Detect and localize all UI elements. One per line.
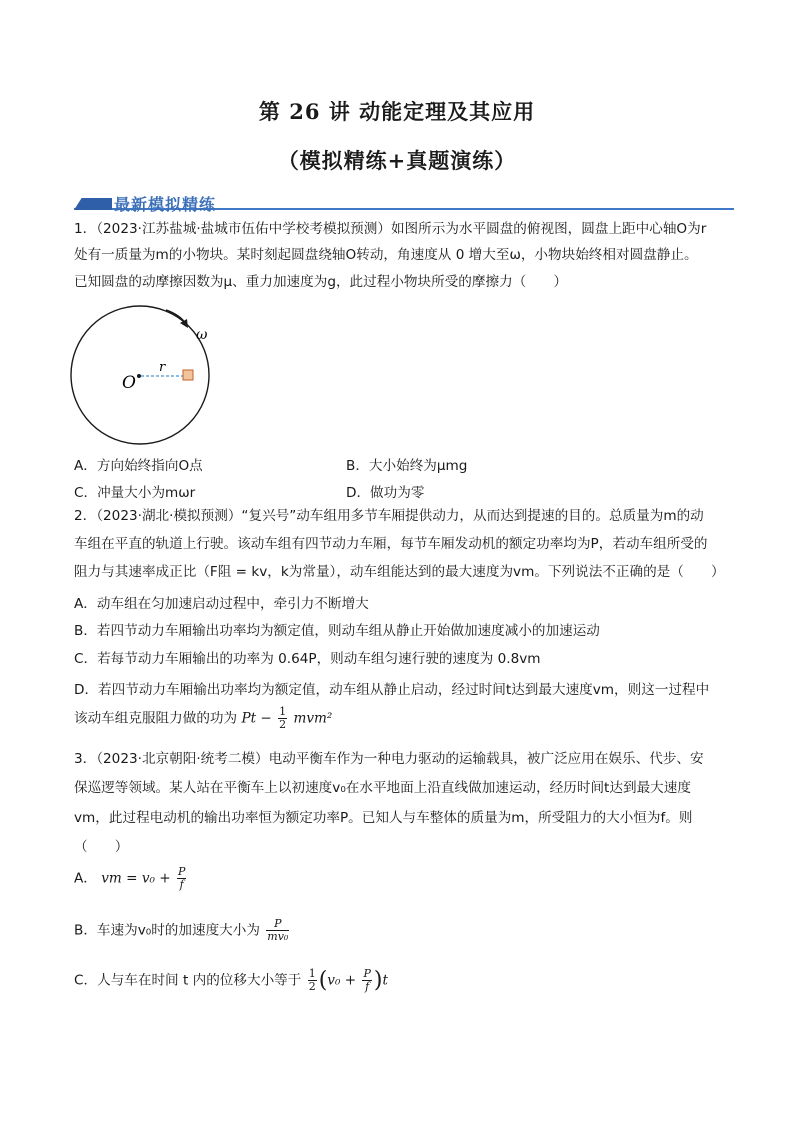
fraction-denominator: 2: [308, 980, 316, 993]
center-label: O: [122, 373, 136, 393]
q3-stem-line3: vm，此过程电动机的输出功率恒为额定功率P。已知人与车整体的质量为m，所受阻力的大小恒为f。则: [74, 810, 693, 826]
q2-stem-line2: 车组在平直的轨道上行驶。该动车组有四节动力车厢，每节车厢发动机的额定功率均为P，若动车组所受的: [74, 536, 708, 552]
q3-option-a-fraction: [177, 866, 186, 891]
fraction-denominator: mv₀: [267, 930, 289, 943]
fraction-numerator: P: [178, 865, 186, 878]
fraction-numerator: 1: [308, 967, 316, 980]
q2-option-d-line2: [74, 706, 332, 731]
q3-option-b: [74, 918, 291, 943]
q3-option-a: [74, 866, 188, 891]
q1-stem-line3: 已知圆盘的动摩擦因数为μ、重力加速度为g，此过程小物块所受的摩擦力（ ）: [74, 274, 568, 290]
q1-option-c: C．冲量大小为mωr: [74, 485, 196, 501]
q3-option-c-half: [308, 968, 317, 993]
q1-option-b: B．大小始终为μmg: [346, 458, 468, 474]
q2-option-d-formula-a: Pt −: [241, 710, 272, 727]
q2-option-d-prefix: 该动车组克服阻力做的功为: [74, 710, 238, 727]
small-block: [183, 370, 193, 380]
section-marker-icon: [74, 198, 112, 210]
omega-label: ω: [196, 327, 208, 343]
center-point: [137, 374, 141, 378]
q3-option-c-fraction: [362, 968, 371, 993]
fraction-numerator: P: [266, 918, 289, 931]
left-paren-icon: (: [318, 968, 328, 993]
q1-option-a: A．方向始终指向O点: [74, 458, 203, 474]
q3-option-a-prefix: A．: [74, 870, 97, 887]
section-header-label: 最新模拟精练: [114, 195, 217, 214]
q3-option-c-text: C．人与车在时间 t 内的位移大小等于: [74, 972, 302, 989]
q1-disk-figure: [66, 302, 226, 450]
section-header: [74, 192, 234, 216]
q2-option-d-fraction: [278, 706, 287, 731]
q2-option-d-line1: D．若四节动力车厢输出功率均为额定值，动车组从静止启动，经过时间t达到最大速度vm，则这一过程中: [74, 682, 710, 698]
fraction-denominator: f: [179, 878, 184, 891]
q3-option-b-fraction: [266, 918, 289, 943]
q1-option-d: D．做功为零: [346, 485, 425, 501]
q2-stem-line1: 2．（2023·湖北·模拟预测）“复兴号”动车组用多节车厢提供动力，从而达到提速的目的。总质量为m的动: [74, 508, 704, 524]
q2-stem-line3: 阻力与其速率成正比（F阻 = kv，k为常量），动车组能达到的最大速度为vm。下列说法不正确的是（ ）: [74, 564, 725, 580]
fraction-denominator: 2: [279, 718, 287, 731]
radius-label: r: [159, 360, 166, 375]
fraction-denominator: f: [365, 980, 370, 993]
q2-option-d-formula-b: mvm²: [293, 710, 333, 727]
q2-option-b: B．若四节动力车厢输出功率均为额定值，则动车组从静止开始做加速度减小的加速运动: [74, 623, 600, 639]
fraction-numerator: P: [363, 967, 371, 980]
right-paren-icon: ): [373, 968, 383, 993]
q3-stem-line2: 保巡逻等领域。某人站在平衡车上以初速度v₀在水平地面上沿直线做加速运动，经历时间t达到最大速度: [74, 780, 691, 796]
fraction-numerator: 1: [279, 705, 287, 718]
q3-option-c: [74, 968, 388, 993]
q1-stem-line2: 处有一质量为m的小物块。某时刻起圆盘绕轴O转动，角速度从 0 增大至ω，小物块始终相对圆盘静止。: [74, 247, 698, 263]
lecture-title: 第 26 讲 动能定理及其应用: [258, 99, 536, 124]
q2-option-a: A．动车组在匀加速启动过程中，牵引力不断增大: [74, 596, 369, 612]
q3-option-c-inner: v₀ +: [327, 972, 357, 989]
q1-stem-line1: 1．（2023·江苏盐城·盐城市伍佑中学校考模拟预测）如图所示为水平圆盘的俯视图，圆盘上距中心轴O为r: [74, 221, 707, 237]
q2-option-c: C．若每节动力车厢输出的功率为 0.64P，则动车组匀速行驶的速度为 0.8vm: [74, 651, 541, 667]
q3-stem-line1: 3．（2023·北京朝阳·统考二模）电动平衡车作为一种电力驱动的运输载具，被广泛应用在娱乐、代步、安: [74, 751, 704, 767]
q3-option-b-text: B．车速为v₀时的加速度大小为: [74, 922, 260, 939]
q3-stem-line4: （ ）: [74, 839, 129, 855]
q3-option-c-tail: t: [382, 972, 388, 989]
lecture-subtitle: （模拟精练+真题演练）: [277, 148, 517, 173]
q3-option-a-formula: vm = v₀ +: [101, 870, 171, 887]
